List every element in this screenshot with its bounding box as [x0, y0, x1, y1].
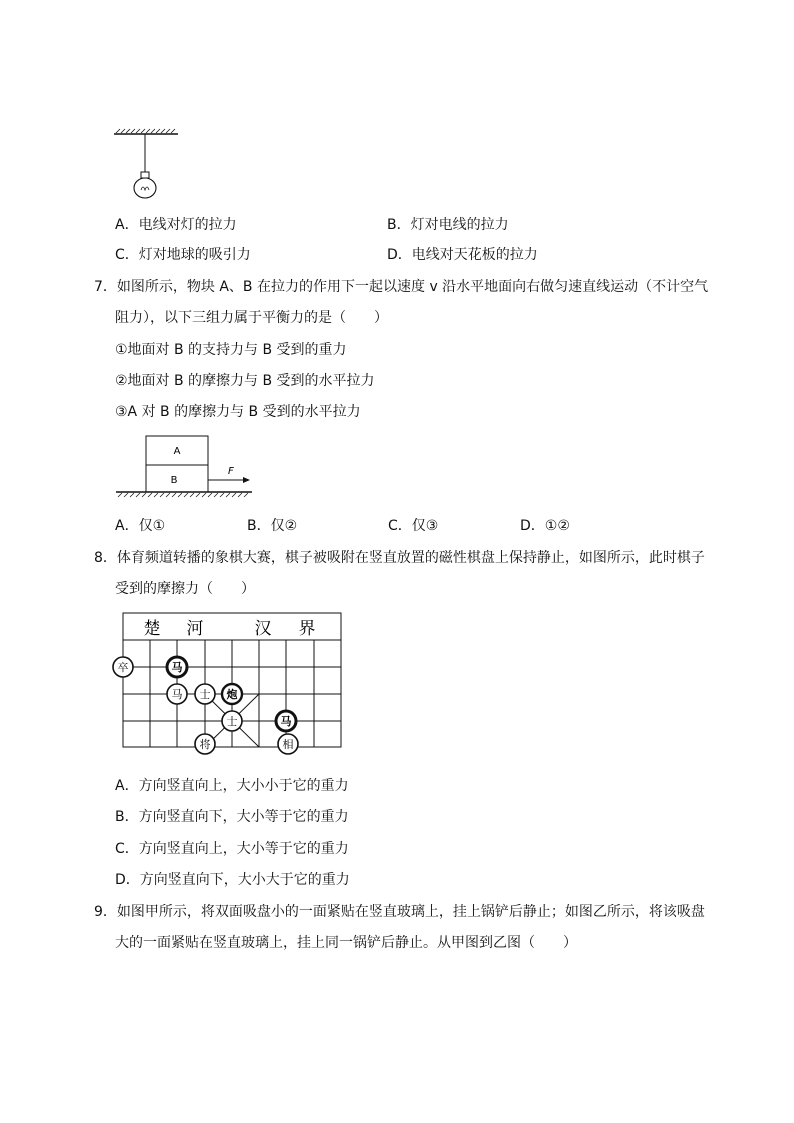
- q7-statement-3: ③A 对 B 的摩擦力与 B 受到的水平拉力: [115, 404, 361, 420]
- chess-piece-shi-center: [222, 711, 242, 731]
- chess-piece-pao: [222, 684, 242, 704]
- ceiling-lamp-figure: [108, 124, 188, 206]
- chess-piece-xiang: [278, 734, 298, 754]
- q7-option-d: D．①②: [520, 518, 570, 534]
- q8-stem-line1: 8．体育频道转播的象棋大赛，棋子被吸附在竖直放置的磁性棋盘上保持静止，如图所示，此时棋子: [94, 550, 705, 566]
- svg-text:相: 相: [282, 738, 294, 751]
- q7-stem-line1: 7．如图所示，物块 A、B 在拉力的作用下一起以速度 v 沿水平地面向右做匀速直线运动（不计空气: [94, 279, 709, 295]
- chess-piece-zu: [113, 657, 133, 677]
- river-label-han: 汉: [254, 619, 272, 639]
- block-a-label: A: [173, 446, 181, 457]
- q9-stem-line2: 大的一面紧贴在竖直玻璃上，挂上同一锅铲后静止。从甲图到乙图（ ）: [115, 935, 577, 951]
- q6-option-b: B．灯对电线的拉力: [387, 217, 509, 233]
- svg-text:士: 士: [226, 715, 238, 728]
- chess-piece-ma-top: [167, 657, 187, 677]
- q8-option-b: B．方向竖直向下，大小等于它的重力: [115, 809, 349, 825]
- q9-stem-line1: 9．如图甲所示，将双面吸盘小的一面紧贴在竖直玻璃上，挂上锅铲后静止；如图乙所示，将该吸盘: [94, 904, 705, 920]
- q7-option-b: B．仅②: [247, 518, 298, 534]
- force-label: F: [228, 466, 234, 477]
- chess-piece-ma-right: [276, 711, 296, 731]
- river-label-jie: 界: [298, 619, 316, 639]
- svg-text:马: 马: [171, 688, 183, 701]
- q7-option-a: A．仅①: [115, 518, 166, 534]
- svg-text:将: 将: [199, 738, 211, 751]
- q8-option-a: A．方向竖直向上，大小小于它的重力: [115, 778, 349, 794]
- q7-statement-1: ①地面对 B 的支持力与 B 受到的重力: [115, 342, 347, 358]
- svg-text:卒: 卒: [117, 661, 129, 674]
- q7-stem-line2: 阻力），以下三组力属于平衡力的是（ ）: [115, 310, 388, 326]
- chess-piece-jiang: [195, 734, 215, 754]
- q7-statement-2: ②地面对 B 的摩擦力与 B 受到的水平拉力: [115, 373, 375, 389]
- q6-option-c: C．灯对地球的吸引力: [115, 247, 251, 263]
- svg-text:士: 士: [199, 688, 211, 701]
- block-b-label: B: [170, 475, 178, 486]
- chess-piece-shi-left: [195, 684, 215, 704]
- svg-text:马: 马: [280, 715, 292, 728]
- blocks-ab-figure: [112, 434, 258, 506]
- river-label-he: 河: [186, 619, 204, 639]
- q8-option-c: C．方向竖直向上，大小等于它的重力: [115, 841, 349, 857]
- q6-option-a: A．电线对灯的拉力: [115, 217, 237, 233]
- svg-text:马: 马: [171, 661, 183, 674]
- q8-option-d: D．方向竖直向下，大小大于它的重力: [115, 872, 350, 888]
- q8-stem-line2: 受到的摩擦力（ ）: [115, 581, 255, 597]
- svg-text:炮: 炮: [226, 688, 238, 701]
- river-label-chu: 楚: [143, 619, 161, 639]
- q6-option-d: D．电线对天花板的拉力: [387, 247, 538, 263]
- q7-option-c: C．仅③: [388, 518, 439, 534]
- chess-board-figure: [108, 610, 348, 756]
- chess-piece-ma: [167, 684, 187, 704]
